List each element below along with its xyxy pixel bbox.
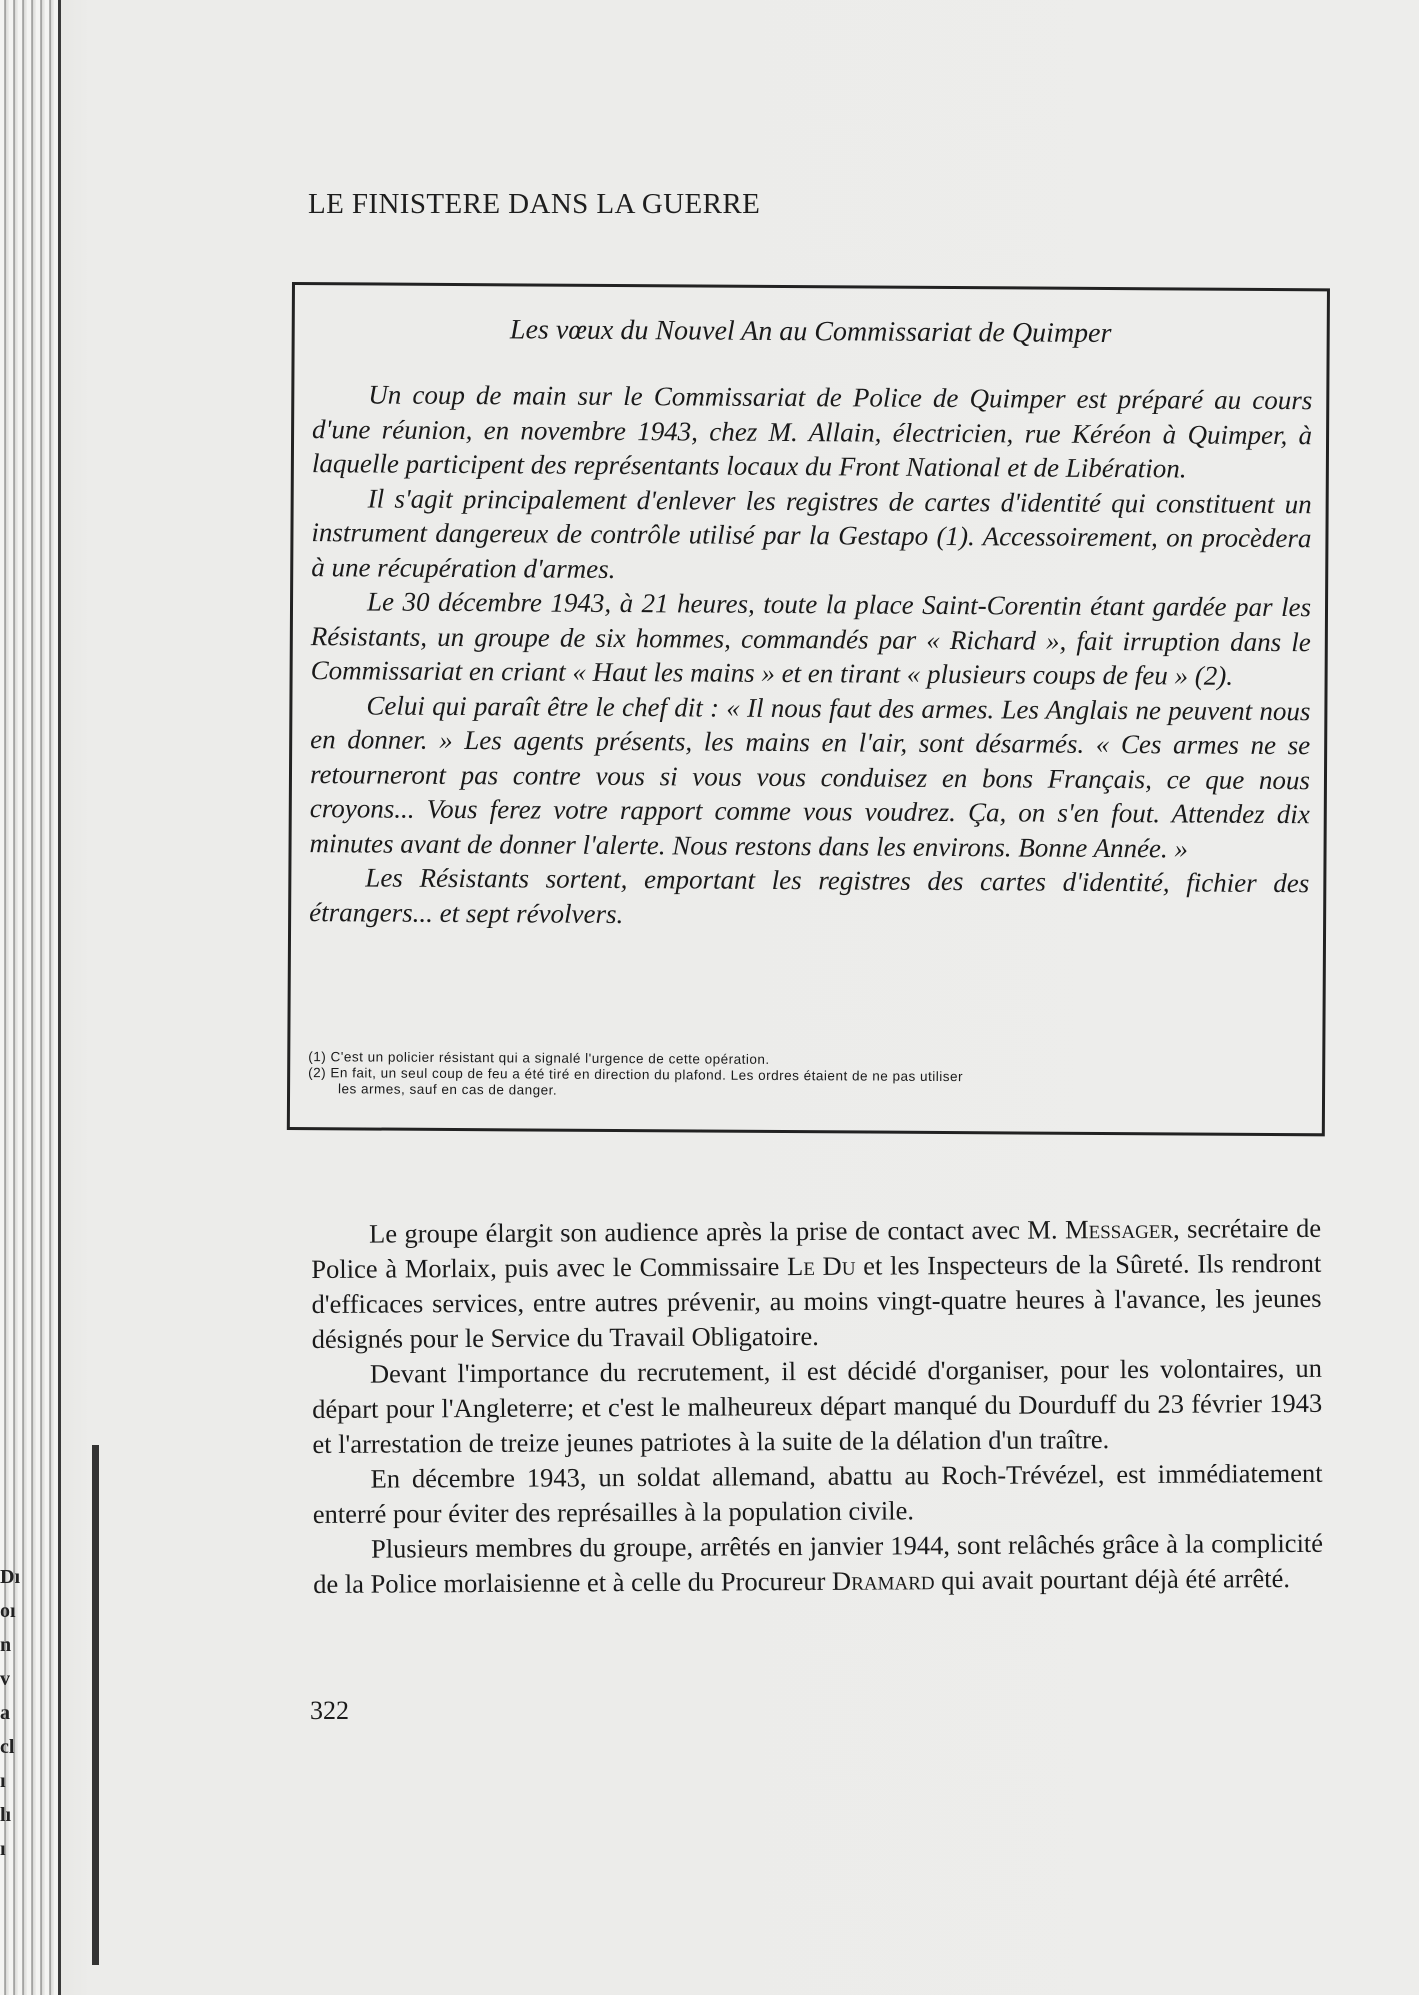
page-number: 322 [310,1696,349,1725]
inset-paragraph: Celui qui paraît être le chef dit : « Il nous faut des armes. Les Anglais ne peuvent nous en donner. » Les agents présents, les mains en l'air, sont désarmés. « Ces armes ne se retourneront pas contre vous si vous vous conduisez en bons Français, ce que nous croyons... Vous ferez votre rapport comme vous voudrez. Ça, on s'en fout. Attendez dix minutes avant de donner l'alerte. Nous restons dans les environs. Bonne Année. » [309,689,1311,863]
person-name: Dramard [831,1565,935,1596]
text-run: et les Inspecteurs de la Sûreté. Ils rendront d'efficaces services, entre autres prévenir, au moins vingt-quatre heures à l'avance, les jeunes désignés pour le Service du Travail Obligatoire. [311,1247,1322,1354]
text-run: Plusieurs membres du groupe, arrêtés en janvier 1944, sont relâchés grâce à la complicité de la Police morlaisienne et à celle du Procureur [313,1527,1324,1599]
edge-shadow [92,1445,99,1965]
inset-paragraph: Les Résistants sortent, emportant les registres des cartes d'identité, fichier des étrangers... et sept révolvers. [309,862,1310,929]
text-run: , secrétaire de Police à Morlaix, puis avec le Commissaire [311,1212,1322,1284]
main-text [311,1211,1323,1602]
edge-fragment: n [0,1634,12,1656]
running-head: LE FINISTERE DANS LA GUERRE [308,188,761,220]
inset-paragraph: Le 30 décembre 1943, à 21 heures, toute la place Saint-Corentin étant gardée par les Résistants, un groupe de six hommes, commandés par « Richard », fait irruption dans le Commissariat en criant « Haut les mains » et en tirant « plusieurs coups de feu » (2). [310,586,1312,691]
person-name: Messager [1064,1213,1174,1245]
text-run: qui avait pourtant déjà été arrêté. [934,1563,1291,1596]
inset-body [309,377,1312,935]
edge-fragment: a [0,1702,10,1724]
edge-fragment: oı [0,1600,16,1622]
inset-paragraph: Un coup de main sur le Commissariat de Police de Quimper est préparé au cours d'une réunion, en novembre 1943, chez M. Allain, électricien, rue Kéréon à Quimper, à laquelle participent des représentants locaux du Front National et de Libération. [311,379,1313,484]
main-paragraph [311,1211,1322,1357]
edge-fragment: v [0,1668,10,1690]
footnote-2-continued: les armes, sauf en cas de danger. [338,1081,558,1098]
footnotes [308,1049,1308,1103]
edge-fragment: cl [0,1736,15,1758]
inset-paragraph: Il s'agit principalement d'enlever les registres de cartes d'identité qui constituent un instrument dangereux de contrôle utilisé par la Gestapo (1). Accessoirement, on procèdera à une récupération d'armes. [311,482,1312,584]
adjacent-page-fragments [0,1560,20,1860]
footnote-2: (2) En fait, un seul coup de feu a été tiré en direction du plafond. Les ordres étaient de ne pas utiliser [308,1065,964,1085]
main-paragraph: Devant l'importance du recrutement, il est décidé d'organiser, pour les volontaires, un départ pour l'Angleterre; et c'est le malheureux départ manqué du Dourduff du 23 février 1943 et l'arrestation de treize jeunes patriotes à la suite de la délation d'un traître. [312,1352,1323,1459]
main-paragraph: En décembre 1943, un soldat allemand, abattu au Roch-Trévézel, est immédiatement enterré pour éviter des représailles à la population civile. [312,1457,1323,1529]
edge-fragment: ı [0,1838,6,1860]
inset-title: Les vœux du Nouvel An au Commissariat de Quimper [509,314,1112,350]
edge-fragment: ı [0,1770,6,1792]
text-run: Le groupe élargit son audience après la prise de contact avec M. [369,1214,1066,1249]
edge-fragment: Dı [0,1566,20,1588]
inset-box [287,282,1330,1136]
edge-fragment: lı [0,1804,12,1826]
main-paragraph [313,1526,1323,1602]
footnote-1: (1) C'est un policier résistant qui a signalé l'urgence de cette opération. [308,1049,770,1067]
person-name: Le Du [787,1250,856,1282]
